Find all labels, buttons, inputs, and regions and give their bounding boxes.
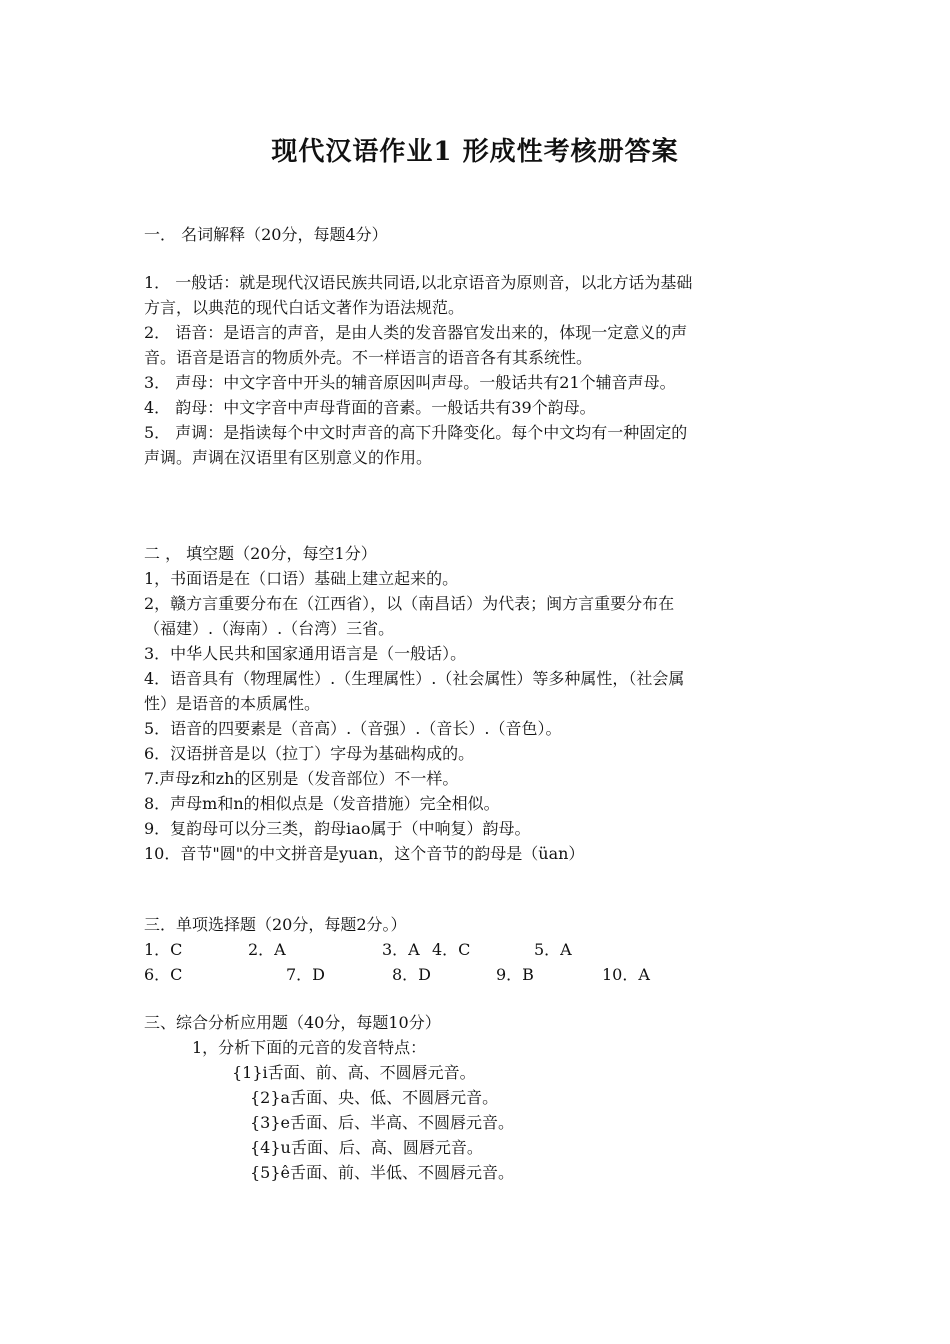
list-item: {2}a舌面、央、低、不圆唇元音。 [250,1088,499,1107]
list-item: {4}u舌面、后、高、圆唇元音。 [250,1138,483,1157]
term-definitions-body [144,270,814,470]
answer-item: 6．C [144,965,183,984]
answer-item: 9．B [496,965,534,984]
list-item: {1}i舌面、前、高、不圆唇元音。 [232,1063,476,1082]
text-line: 3．中华人民共和国家通用语言是（一般话）。 [144,644,467,663]
section-analysis [144,1010,814,1185]
section-heading: 三、综合分析应用题（40分，每题10分） [144,1013,441,1032]
text-line: 性）是语音的本质属性。 [144,694,321,713]
question-text: 1，分析下面的元音的发音特点： [192,1038,427,1057]
text-line: 5． 声调：是指读每个中文时声音的高下升降变化。每个中文均有一种固定的 [144,423,688,442]
text-line: 10．音节"圆"的中文拼音是yuan，这个音节的韵母是（üan） [144,844,585,863]
text-line: 3． 声母：中文字音中开头的辅音原因叫声母。一般话共有21个辅音声母。 [144,373,676,392]
text-line: 5．语音的四要素是（音高）.（音强）.（音长）.（音色）。 [144,719,562,738]
section-fill-blanks [144,541,814,866]
text-line: 2，赣方言重要分布在（江西省），以（南昌话）为代表；闽方言重要分布在 [144,594,675,613]
text-line: 4． 韵母：中文字音中声母背面的音素。一般话共有39个韵母。 [144,398,596,417]
page-title: 现代汉语作业1 形成性考核册答案 [271,137,679,167]
list-item: {3}e舌面、后、半高、不圆唇元音。 [250,1113,515,1132]
text-line: （福建）.（海南）.（台湾）三省。 [144,619,395,638]
answer-row [144,937,814,962]
section-term-definitions [144,222,814,247]
answer-item: 2．A [248,940,286,959]
answer-row [144,962,814,987]
text-line: 音。语音是语言的物质外壳。不一样语言的语音各有其系统性。 [144,348,593,367]
section-multiple-choice [144,912,814,987]
answer-item: 10．A [602,965,650,984]
answer-item: 7．D [286,965,326,984]
text-line: 8．声母m和n的相似点是（发音措施）完全相似。 [144,794,500,813]
text-line: 1． 一般话：就是现代汉语民族共同语,以北京语音为原则音，以北方话为基础 [144,273,693,292]
section-heading: 一． 名词解释（20分，每题4分） [144,225,388,244]
text-line: 9．复韵母可以分三类，韵母iao属于（中响复）韵母。 [144,819,531,838]
answer-item: 3．A [382,940,420,959]
section-heading: 二 ， 填空题（20分，每空1分） [144,544,377,563]
text-line: 方言，以典范的现代白话文著作为语法规范。 [144,298,465,317]
text-line: 声调。声调在汉语里有区别意义的作用。 [144,448,433,467]
answer-item: 8．D [392,965,432,984]
text-line: 4．语音具有（物理属性）.（生理属性）.（社会属性）等多种属性，（社会属 [144,669,685,688]
text-line: 1，书面语是在（口语）基础上建立起来的。 [144,569,459,588]
text-line: 6．汉语拼音是以（拉丁）字母为基础构成的。 [144,744,475,763]
answer-item: 1．C [144,940,183,959]
text-line: 7.声母z和zh的区别是（发音部位）不一样。 [144,769,459,788]
list-item: {5}ê舌面、前、半低、不圆唇元音。 [250,1163,515,1182]
answer-item: 4．C [432,940,471,959]
answer-item: 5．A [534,940,572,959]
text-line: 2． 语音：是语言的声音，是由人类的发音器官发出来的，体现一定意义的声 [144,323,688,342]
section-heading: 三．单项选择题（20分，每题2分。） [144,915,407,934]
